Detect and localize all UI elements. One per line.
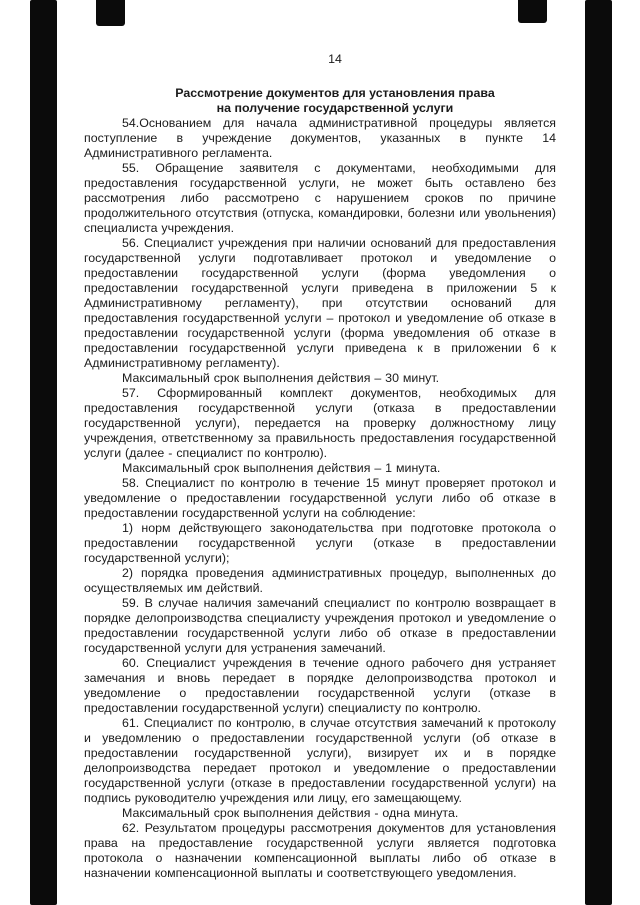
- page-number: 14: [328, 52, 342, 66]
- scan-artifact-top-left-mark: [96, 0, 125, 26]
- paragraph: 61. Специалист по контролю, в случае отсутствия замечаний к протоколу и уведомлению о предоставлении государственной услуги (об отказе в предоставлении государственной услуги), визирует их и в порядке делопроизводства передает протокол и уведомление о предоставлении государственной услуги (отказе в предоставлении государственной услуги) на подпись руководителю учреждения или лицу, его замещающему.: [84, 716, 556, 805]
- paragraph: 1) норм действующего законодательства при подготовке протокола о предоставлении государственной услуги (отказе в предоставлении государственной услуги);: [84, 521, 556, 565]
- paragraph: 2) порядка проведения административных процедур, выполненных до осуществляемых им действий.: [84, 566, 556, 595]
- paragraph: Максимальный срок выполнения действия – 1 минута.: [122, 461, 441, 475]
- section-title-line1: Рассмотрение документов для установления права: [175, 86, 495, 100]
- section-title-line2: на получение государственной услуги: [216, 101, 454, 115]
- paragraph: 62. Результатом процедуры рассмотрения документов для установления права на предоставление государственной услуги является подготовка протокола о назначении компенсационной выплаты либо об отказе в назначении компенсационной выплаты и соответствующего уведомления.: [84, 821, 556, 880]
- paragraph: 59. В случае наличия замечаний специалист по контролю возвращает в порядке делопроизводства специалисту учреждения протокол и уведомление о предоставлении государственной услуги либо об отказе в предоставлении государственной услуги для устранения замечаний.: [84, 596, 556, 655]
- paragraph: 56. Специалист учреждения при наличии оснований для предоставления государственной услуги подготавливает протокол и уведомление о предоставлении государственной услуги (форма уведомления о предоставлении государственной услуги приведена в приложении 5 к Административному регламенту), при отсутствии оснований для предоставления государственной услуги – протокол и уведомление об отказе в предоставлении государственной услуги (форма уведомления об отказе в предоставлении государственной услуги приведена к в приложении 6 к Административному регламенту).: [84, 236, 556, 370]
- scan-artifact-left-bar: [30, 0, 57, 905]
- paragraph: 58. Специалист по контролю в течение 15 минут проверяет протокол и уведомление о предоставлении государственной услуги либо об отказе в предоставлении государственной услуги на соблюдение:: [84, 476, 556, 520]
- paragraph: 55. Обращение заявителя с документами, необходимыми для предоставления государственной услуги, не может быть оставлено без рассмотрения либо рассмотрено с нарушением сроков по причине продолжительного отсутствия (отпуска, командировки, болезни или увольнения) специалиста учреждения.: [84, 161, 556, 235]
- scan-artifact-top-right-mark: [518, 0, 547, 23]
- paragraph: Максимальный срок выполнения действия - одна минута.: [122, 806, 459, 820]
- paragraph: 54.Основанием для начала административной процедуры является поступление в учреждение документов, указанных в пункте 14 Административного регламента.: [84, 116, 556, 160]
- page-content: [84, 52, 556, 881]
- paragraph: 57. Сформированный комплект документов, необходимых для предоставления государственной услуги (отказа в предоставлении государственной услуги), передается на проверку должностному лицу учреждения, ответственному за правильность предоставления государственной услуги (далее - специалист по контролю).: [84, 386, 556, 460]
- paragraph: Максимальный срок выполнения действия – 30 минут.: [122, 371, 440, 385]
- scan-artifact-right-bar: [585, 0, 612, 905]
- paragraph-list: [84, 116, 556, 881]
- paragraph: 60. Специалист учреждения в течение одного рабочего дня устраняет замечания и вновь передает в порядке делопроизводства протокол и уведомление о предоставлении государственной услуги (отказе в предоставлении государственной услуги) специалисту по контролю.: [84, 656, 556, 715]
- section-title: [114, 86, 556, 116]
